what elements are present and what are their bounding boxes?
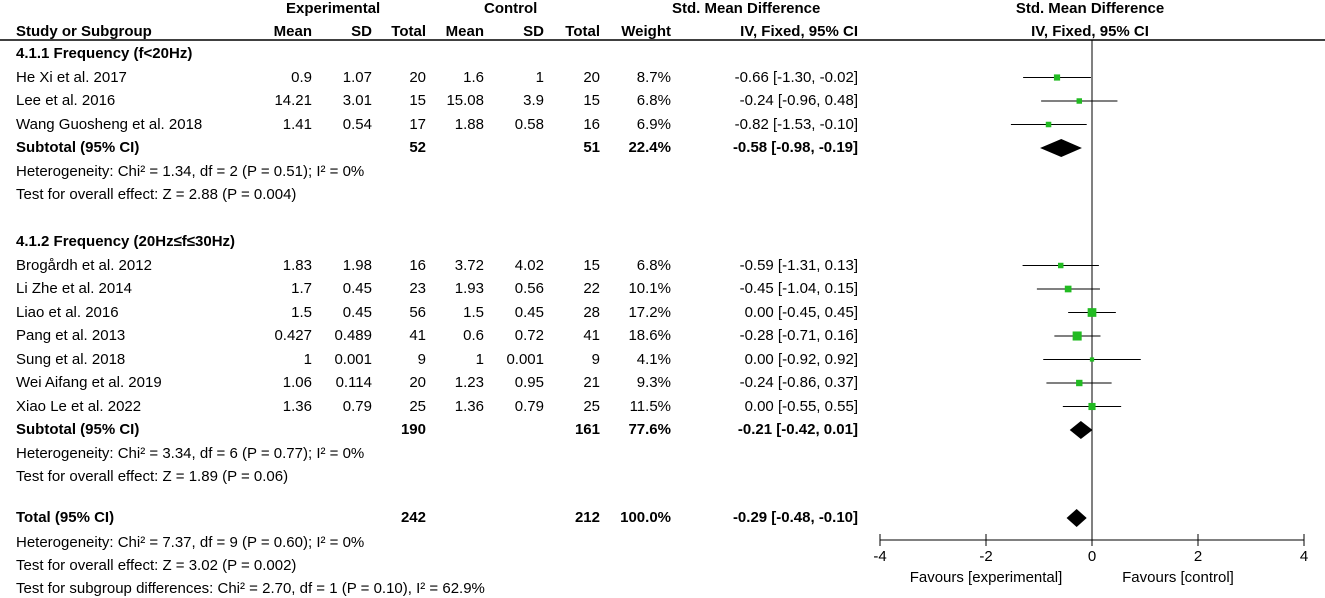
study-c-n: 20 (583, 68, 600, 86)
study-c-mean: 1.93 (454, 280, 484, 297)
favours-experimental-label: Favours [experimental] (909, 569, 1063, 586)
study-e-mean: 1.5 (291, 303, 312, 321)
subtotal-exp-total: 52 (409, 139, 426, 156)
x-tick-label: 4 (1299, 548, 1309, 565)
study-name: He Xi et al. 2017 (16, 68, 127, 86)
study-point-marker (1090, 357, 1094, 361)
weight-header: Weight (621, 23, 671, 40)
subtotal-diamond (1070, 421, 1093, 439)
study-c-sd: 0.001 (506, 350, 544, 368)
study-weight: 6.8% (636, 92, 671, 109)
study-c-mean: 1.5 (463, 303, 484, 321)
study-c-mean: 3.72 (454, 256, 484, 274)
ctrl-sd-header: SD (523, 23, 544, 40)
study-e-mean: 0.9 (291, 68, 312, 86)
study-c-mean: 1.36 (454, 397, 484, 415)
study-c-sd: 0.56 (514, 280, 544, 297)
x-tick-label: 2 (1193, 548, 1203, 565)
study-e-n: 56 (409, 303, 426, 321)
effect-column-subtitle: IV, Fixed, 95% CI (740, 23, 858, 40)
total-overall-effect-text: Test for overall effect: Z = 3.02 (P = 0.002) (16, 557, 297, 574)
total-exp-total: 242 (400, 509, 426, 526)
study-e-n: 17 (409, 115, 426, 133)
total-weight: 100.0% (620, 509, 671, 526)
study-ci: -0.28 [-0.71, 0.16] (739, 327, 858, 344)
study-c-n: 25 (583, 397, 600, 415)
study-e-mean: 14.21 (274, 92, 312, 109)
study-c-mean: 1.23 (454, 374, 484, 391)
study-e-mean: 0.427 (274, 327, 312, 344)
study-e-n: 20 (409, 374, 426, 391)
exp-mean-header: Mean (273, 23, 312, 40)
study-c-n: 9 (591, 350, 600, 368)
total-ctrl-total: 212 (574, 509, 600, 526)
study-e-n: 20 (409, 68, 426, 86)
study-e-mean: 1.7 (291, 280, 312, 297)
study-c-sd: 1 (535, 68, 544, 86)
study-weight: 8.7% (636, 68, 671, 86)
plot-title: Std. Mean Difference (1015, 0, 1165, 17)
study-e-n: 25 (409, 397, 426, 415)
study-c-mean: 15.08 (446, 92, 484, 109)
overall-effect-text: Test for overall effect: Z = 1.89 (P = 0.06) (16, 468, 289, 485)
study-point-marker (1088, 403, 1095, 410)
study-e-sd: 1.98 (342, 256, 372, 274)
plot-subtitle: IV, Fixed, 95% CI (1031, 23, 1149, 40)
subgroup-differences-text: Test for subgroup differences: Chi² = 2.70, df = 1 (P = 0.10), I² = 62.9% (16, 580, 485, 597)
study-ci: -0.24 [-0.96, 0.48] (739, 92, 858, 109)
study-e-n: 23 (409, 280, 426, 297)
study-weight: 4.1% (636, 350, 671, 368)
ctrl-mean-header: Mean (445, 23, 484, 40)
study-c-n: 15 (583, 256, 600, 274)
study-ci: -0.59 [-1.31, 0.13] (739, 256, 858, 274)
study-name: Wang Guosheng et al. 2018 (16, 115, 203, 133)
study-weight: 9.3% (636, 374, 671, 391)
study-name: Sung et al. 2018 (16, 350, 126, 368)
study-e-sd: 1.07 (342, 68, 372, 86)
control-group-header: Control (484, 0, 538, 17)
study-e-mean: 1.36 (282, 397, 312, 415)
study-ci: -0.66 [-1.30, -0.02] (734, 68, 858, 86)
study-name: Li Zhe et al. 2014 (16, 280, 132, 297)
total-label: Total (95% CI) (16, 509, 115, 526)
study-e-sd: 0.45 (342, 303, 372, 321)
study-ci: -0.82 [-1.53, -0.10] (734, 115, 858, 133)
study-c-mean: 1 (475, 350, 484, 368)
heterogeneity-text: Heterogeneity: Chi² = 3.34, df = 6 (P = 0.77); I² = 0% (16, 444, 365, 462)
study-c-sd: 0.58 (514, 115, 544, 133)
subtotal-ci: -0.21 [-0.42, 0.01] (737, 421, 858, 438)
study-weight: 6.9% (636, 115, 671, 133)
study-e-n: 9 (417, 350, 426, 368)
study-point-marker (1058, 263, 1063, 268)
study-e-n: 16 (409, 256, 426, 274)
study-e-n: 41 (409, 327, 426, 344)
subtotal-label: Subtotal (95% CI) (16, 139, 140, 156)
heterogeneity-text: Heterogeneity: Chi² = 1.34, df = 2 (P = 0.51); I² = 0% (16, 162, 365, 180)
subgroup-title: 4.1.2 Frequency (20Hz≤f≤30Hz) (16, 233, 236, 250)
study-point-marker (1046, 122, 1052, 128)
study-ci: 0.00 [-0.92, 0.92] (744, 350, 858, 368)
study-ci: -0.45 [-1.04, 0.15] (739, 280, 858, 297)
study-e-sd: 0.489 (334, 327, 372, 344)
study-c-n: 15 (583, 92, 600, 109)
study-ci: -0.24 [-0.86, 0.37] (739, 374, 858, 391)
study-c-sd: 0.45 (514, 303, 544, 321)
subgroup-title: 4.1.1 Frequency (f<20Hz) (16, 45, 193, 62)
study-c-sd: 0.95 (514, 374, 544, 391)
study-point-marker (1065, 286, 1072, 293)
effect-column-title: Std. Mean Difference (672, 0, 821, 17)
study-c-n: 16 (583, 115, 600, 133)
experimental-group-header: Experimental (286, 0, 381, 17)
study-point-marker (1073, 331, 1082, 340)
study-point-marker (1076, 380, 1082, 386)
study-ci: 0.00 [-0.55, 0.55] (744, 397, 858, 415)
study-weight: 10.1% (628, 280, 671, 297)
study-e-sd: 0.79 (342, 397, 372, 415)
study-name: Pang et al. 2013 (16, 327, 126, 344)
study-name: Xiao Le et al. 2022 (16, 397, 142, 415)
study-c-sd: 4.02 (514, 256, 544, 274)
x-tick-label: -2 (979, 548, 993, 565)
study-e-sd: 0.114 (335, 374, 372, 391)
study-e-n: 15 (409, 92, 426, 109)
study-e-sd: 3.01 (342, 92, 372, 109)
study-e-mean: 1 (303, 350, 312, 368)
study-e-sd: 0.45 (342, 280, 372, 297)
exp-total-header: Total (391, 23, 426, 40)
exp-sd-header: SD (351, 23, 372, 40)
overall-effect-text: Test for overall effect: Z = 2.88 (P = 0.004) (16, 186, 297, 203)
study-c-sd: 3.9 (523, 92, 544, 109)
subtotal-label: Subtotal (95% CI) (16, 421, 140, 438)
study-c-n: 22 (583, 280, 600, 297)
subtotal-diamond (1040, 139, 1082, 157)
study-c-n: 21 (583, 374, 600, 391)
favours-control-label: Favours [control] (1122, 569, 1234, 586)
total-ci: -0.29 [-0.48, -0.10] (732, 509, 858, 526)
study-point-marker (1077, 98, 1082, 103)
subtotal-exp-total: 190 (400, 421, 426, 438)
total-diamond (1067, 509, 1087, 527)
x-tick-label: -4 (873, 548, 887, 565)
study-weight: 6.8% (636, 256, 671, 274)
study-c-n: 41 (583, 327, 600, 344)
subtotal-weight: 22.4% (628, 139, 671, 156)
study-weight: 11.5% (629, 397, 671, 415)
study-e-mean: 1.41 (282, 115, 312, 133)
study-weight: 18.6% (628, 327, 671, 344)
study-name: Brogårdh et al. 2012 (16, 256, 152, 274)
study-e-sd: 0.54 (342, 115, 372, 133)
subtotal-ctrl-total: 161 (574, 421, 600, 438)
study-c-sd: 0.72 (514, 327, 544, 344)
study-ci: 0.00 [-0.45, 0.45] (744, 303, 858, 321)
study-e-mean: 1.83 (282, 256, 312, 274)
study-c-mean: 1.88 (454, 115, 484, 133)
study-c-mean: 1.6 (463, 68, 484, 86)
study-c-mean: 0.6 (463, 327, 484, 344)
subtotal-ci: -0.58 [-0.98, -0.19] (732, 139, 858, 156)
study-weight: 17.2% (628, 303, 671, 321)
study-name: Liao et al. 2016 (16, 303, 119, 321)
study-point-marker (1088, 308, 1097, 317)
subtotal-weight: 77.6% (628, 421, 671, 438)
ctrl-total-header: Total (565, 23, 600, 40)
study-column-header: Study or Subgroup (16, 23, 152, 40)
study-e-mean: 1.06 (282, 374, 312, 391)
total-heterogeneity-text: Heterogeneity: Chi² = 7.37, df = 9 (P = 0.60); I² = 0% (16, 534, 365, 551)
study-c-n: 28 (583, 303, 600, 321)
x-tick-label: 0 (1087, 548, 1097, 565)
study-point-marker (1054, 74, 1060, 80)
study-name: Lee et al. 2016 (16, 92, 116, 109)
study-e-sd: 0.001 (334, 350, 372, 368)
subtotal-ctrl-total: 51 (583, 139, 600, 156)
study-c-sd: 0.79 (514, 397, 544, 415)
study-name: Wei Aifang et al. 2019 (16, 374, 162, 391)
